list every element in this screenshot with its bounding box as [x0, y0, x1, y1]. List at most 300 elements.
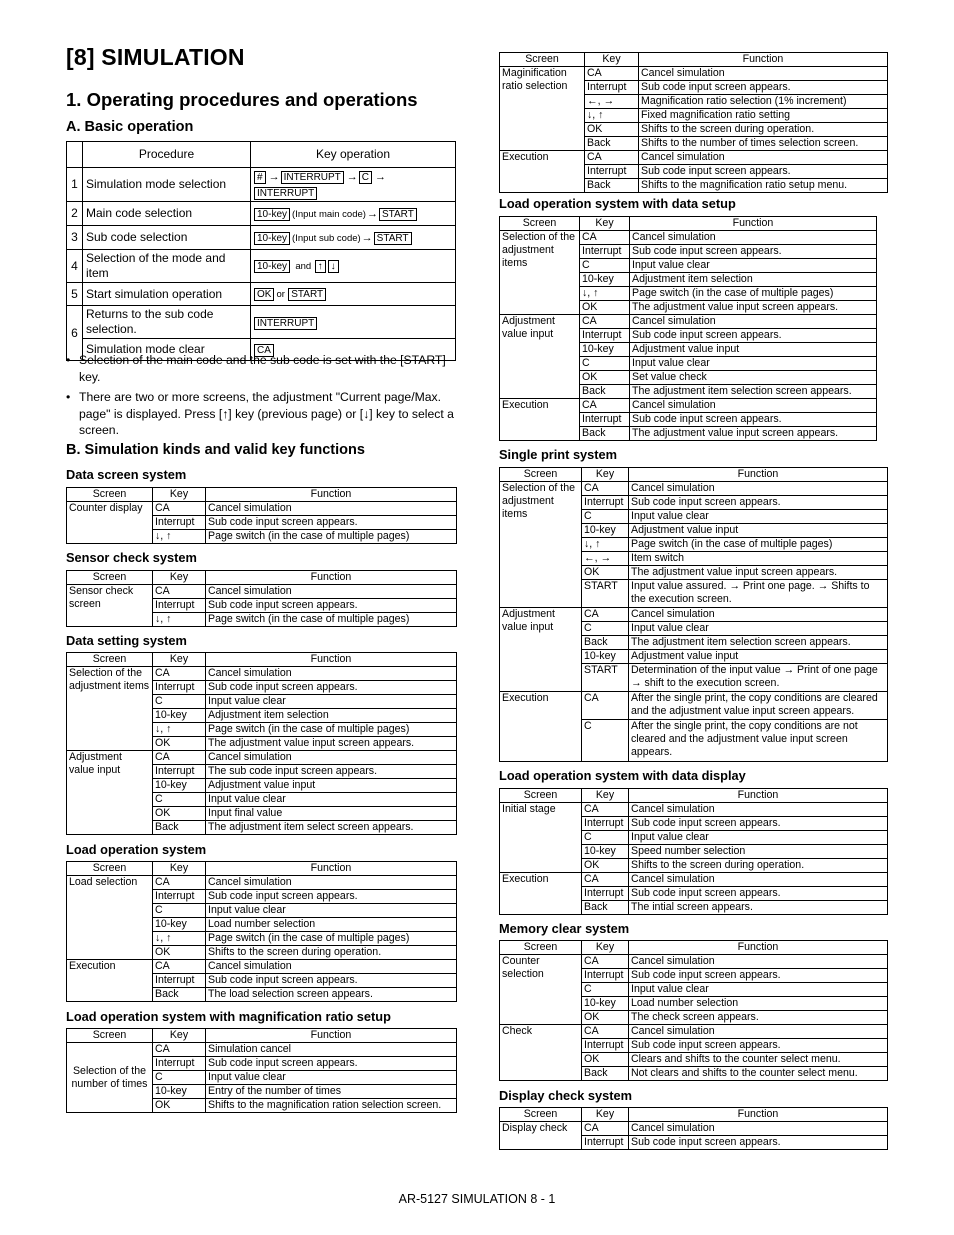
key-cell: CA — [580, 399, 630, 413]
key-cell: CA — [153, 502, 206, 516]
function-cell: Sub code input screen appears. — [206, 974, 457, 988]
key-cell: Back — [580, 427, 630, 441]
function-cell: Page switch (in the case of multiple pages) — [206, 613, 457, 627]
key-cell: OK — [585, 123, 639, 137]
function-cell: Item switch — [629, 552, 888, 566]
function-cell: Sub code input screen appears. — [639, 81, 888, 95]
function-cell: Speed number selection — [629, 845, 888, 859]
function-cell: Shifts to the screen during operation. — [629, 859, 888, 873]
key-cell: C — [582, 831, 629, 845]
function-cell: Sub code input screen appears. — [206, 516, 457, 530]
screen-cell: Execution — [500, 873, 582, 915]
function-cell: Sub code input screen appears. — [629, 496, 888, 510]
screen-header: Screen — [67, 653, 153, 667]
key-operation-cell — [251, 250, 456, 283]
function-header: Function — [206, 571, 457, 585]
ten-key: 10-key — [254, 260, 290, 273]
key-cell: OK — [582, 859, 629, 873]
page-footer: AR-5127 SIMULATION 8 - 1 — [398, 1192, 556, 1206]
key-cell: Back — [153, 821, 206, 835]
key-cell: Interrupt — [582, 817, 629, 831]
key-cell: ↓, ↑ — [153, 723, 206, 737]
function-cell: Page switch (in the case of multiple pages) — [630, 287, 877, 301]
function-cell: Page switch (in the case of multiple pages) — [206, 530, 457, 544]
key-cell: CA — [582, 1025, 629, 1039]
screen-cell: Execution — [500, 692, 582, 762]
data-screen-table — [66, 487, 457, 544]
sensor-check-table — [66, 570, 457, 627]
screen-cell: Selection of the number of times — [67, 1043, 153, 1113]
table-row — [500, 399, 877, 413]
function-table — [66, 570, 457, 627]
key-cell: C — [153, 1071, 206, 1085]
function-header: Function — [629, 1108, 888, 1122]
display-check-title: Display check system — [499, 1088, 633, 1103]
key-cell: OK — [153, 737, 206, 751]
screen-header: Screen — [500, 53, 585, 67]
function-cell: Sub code input screen appears. — [206, 681, 457, 695]
key-cell: Interrupt — [585, 81, 639, 95]
screen-cell: Adjustment value input — [500, 315, 580, 399]
basic-operation-table — [66, 141, 456, 361]
key-cell: Interrupt — [582, 887, 629, 901]
key-cell: CA — [580, 231, 630, 245]
function-header: Function — [206, 488, 457, 502]
function-cell: Sub code input screen appears. — [629, 1136, 888, 1150]
key-cell: Interrupt — [153, 890, 206, 904]
function-cell: Simulation cancel — [206, 1043, 457, 1057]
function-cell: Cancel simulation — [629, 1122, 888, 1136]
key-cell: C — [580, 357, 630, 371]
key-cell: Back — [582, 1067, 629, 1081]
load-operation-title: Load operation system — [66, 842, 207, 857]
function-cell: Cancel simulation — [639, 151, 888, 165]
row-number: 2 — [67, 202, 83, 226]
function-cell: Sub code input screen appears. — [629, 1039, 888, 1053]
key-cell: OK — [153, 946, 206, 960]
key-cell: CA — [580, 315, 630, 329]
function-cell: Magnification ratio selection (1% increment) — [639, 95, 888, 109]
start-key: START — [288, 288, 326, 301]
row-number: 4 — [67, 250, 83, 283]
load-data-display-table — [499, 788, 888, 915]
table-row — [500, 482, 888, 496]
function-cell: The adjustment value input screen appears. — [629, 566, 888, 580]
key-cell: CA — [582, 955, 629, 969]
table-row — [500, 1025, 888, 1039]
screen-cell: Execution — [500, 399, 580, 441]
arrow-icon: → — [361, 231, 373, 244]
note-item: • There are two or more screens, the adjustment "Current page/Max. page" is displayed. Press [↑] key (previous page) or [↓] key to select a screen. — [66, 389, 458, 439]
row-number: 5 — [67, 283, 83, 306]
data-screen-title: Data screen system — [66, 467, 187, 482]
load-operation-table — [66, 861, 457, 1002]
key-cell: Interrupt — [582, 969, 629, 983]
function-cell: Cancel simulation — [206, 876, 457, 890]
key-cell: OK — [582, 566, 629, 580]
key-cell: OK — [580, 301, 630, 315]
single-print-table — [499, 467, 888, 762]
function-cell: Cancel simulation — [630, 315, 877, 329]
function-cell: Set value check — [630, 371, 877, 385]
table-row — [500, 955, 888, 969]
function-header: Function — [206, 653, 457, 667]
function-cell: The check screen appears. — [629, 1011, 888, 1025]
single-print-title: Single print system — [499, 447, 618, 462]
section-title: [8] SIMULATION — [66, 44, 245, 70]
function-cell: Shifts to the magnification ration selection screen. — [206, 1099, 457, 1113]
table-row — [500, 873, 888, 887]
load-magnification-continued-table — [499, 52, 888, 193]
key-cell: CA — [585, 67, 639, 81]
key-cell: Back — [582, 901, 629, 915]
table-row — [67, 751, 457, 765]
function-cell: Sub code input screen appears. — [630, 245, 877, 259]
function-table — [499, 940, 888, 1081]
key-cell: CA — [582, 608, 629, 622]
key-cell: Interrupt — [153, 599, 206, 613]
up-arrow-key: ↑ — [315, 260, 326, 273]
start-key: START — [379, 208, 417, 221]
key-cell: ↓, ↑ — [153, 932, 206, 946]
key-operation-cell — [251, 226, 456, 250]
function-cell: Cancel simulation — [629, 608, 888, 622]
key-operation-cell — [251, 202, 456, 226]
key-cell: ←, → — [585, 95, 639, 109]
table-row — [67, 502, 457, 516]
key-cell: START — [582, 664, 629, 692]
function-cell: Page switch (in the case of multiple pages) — [206, 723, 457, 737]
screen-cell: Execution — [67, 960, 153, 1002]
key-cell: C — [153, 904, 206, 918]
function-cell: The adjustment item select screen appears. — [206, 821, 457, 835]
key-cell: Interrupt — [582, 496, 629, 510]
note-item: • Selection of the main code and the sub code is set with the [START] key. — [66, 352, 458, 385]
c-key: C — [359, 171, 372, 184]
function-cell: Input value clear — [206, 695, 457, 709]
basic-operation-title: A. Basic operation — [66, 119, 194, 135]
interrupt-key: INTERRUPT — [254, 187, 317, 200]
function-cell: Not clears and shifts to the counter select menu. — [629, 1067, 888, 1081]
key-header: Key — [582, 789, 629, 803]
function-cell: Cancel simulation — [629, 482, 888, 496]
data-setting-title: Data setting system — [66, 633, 187, 648]
key-cell: Interrupt — [582, 1039, 629, 1053]
function-header: Function — [629, 941, 888, 955]
function-cell: The load selection screen appears. — [206, 988, 457, 1002]
key-cell: C — [582, 510, 629, 524]
interrupt-key: INTERRUPT — [254, 317, 317, 330]
key-cell: OK — [153, 807, 206, 821]
key-cell: 10-key — [582, 524, 629, 538]
screen-cell: Counter selection — [500, 955, 582, 1025]
key-header: Key — [153, 1029, 206, 1043]
function-cell: Cancel simulation — [629, 803, 888, 817]
screen-cell: Sensor check screen — [67, 585, 153, 627]
key-cell: 10-key — [153, 918, 206, 932]
input-main-code-text: (Input main code) — [292, 208, 366, 220]
key-header: Key — [153, 862, 206, 876]
function-cell: Shifts to the screen during operation. — [639, 123, 888, 137]
key-cell: Interrupt — [153, 516, 206, 530]
table-row — [500, 315, 877, 329]
key-operation-header: Key operation — [251, 142, 456, 168]
key-cell: Interrupt — [585, 165, 639, 179]
notes-list — [66, 352, 458, 443]
key-header: Key — [580, 217, 630, 231]
procedure-cell: Simulation mode clear — [83, 339, 251, 361]
load-data-setup-title: Load operation system with data setup — [499, 196, 736, 211]
function-cell: The intial screen appears. — [629, 901, 888, 915]
table-row — [500, 608, 888, 622]
key-cell: ↓, ↑ — [153, 530, 206, 544]
function-cell: Input value clear — [629, 622, 888, 636]
screen-cell: Selection of the adjustment items — [67, 667, 153, 751]
function-table — [66, 652, 457, 835]
function-cell: After the single print, the copy conditions are not cleared and the adjustment value input screen appears. — [629, 720, 888, 762]
function-cell: Cancel simulation — [630, 231, 877, 245]
function-cell: Adjustment item selection — [630, 273, 877, 287]
function-cell: Shifts to the screen during operation. — [206, 946, 457, 960]
key-cell: Interrupt — [580, 413, 630, 427]
key-cell: Interrupt — [582, 1136, 629, 1150]
key-cell: CA — [582, 482, 629, 496]
function-cell: Input value clear — [630, 259, 877, 273]
function-header: Function — [206, 862, 457, 876]
function-cell: Page switch (in the case of multiple pages) — [206, 932, 457, 946]
key-cell: Interrupt — [153, 974, 206, 988]
function-cell: Sub code input screen appears. — [639, 165, 888, 179]
function-header: Function — [630, 217, 877, 231]
key-header: Key — [585, 53, 639, 67]
table-row — [500, 67, 888, 81]
function-cell: Fixed magnification ratio setting — [639, 109, 888, 123]
key-cell: CA — [153, 667, 206, 681]
screen-cell: Adjustment value input — [67, 751, 153, 835]
screen-cell: Adjustment value input — [500, 608, 582, 692]
key-header: Key — [582, 941, 629, 955]
screen-header: Screen — [67, 1029, 153, 1043]
procedure-cell: Returns to the sub code selection. — [83, 306, 251, 339]
key-cell: C — [582, 622, 629, 636]
function-cell: Adjustment value input — [630, 343, 877, 357]
screen-header: Screen — [500, 217, 580, 231]
table-row — [67, 1043, 457, 1057]
row-number: 1 — [67, 168, 83, 202]
key-cell: 10-key — [580, 343, 630, 357]
function-cell: Input value clear — [206, 904, 457, 918]
ten-key: 10-key — [254, 208, 290, 221]
display-check-table — [499, 1107, 888, 1150]
key-cell: Interrupt — [153, 1057, 206, 1071]
key-cell: Back — [585, 179, 639, 193]
procedure-cell: Main code selection — [83, 202, 251, 226]
table-row — [500, 1122, 888, 1136]
ok-key: OK — [254, 288, 274, 301]
key-header: Key — [582, 1108, 629, 1122]
screen-header: Screen — [67, 488, 153, 502]
key-cell: CA — [582, 1122, 629, 1136]
function-cell: Adjustment value input — [206, 779, 457, 793]
function-table — [499, 52, 888, 193]
function-cell: After the single print, the copy conditions are cleared and the adjustment value input screen appears. — [629, 692, 888, 720]
table-row — [500, 231, 877, 245]
function-cell: The adjustment value input screen appears. — [206, 737, 457, 751]
screen-cell: Counter display — [67, 502, 153, 544]
key-cell: Back — [582, 636, 629, 650]
table-row — [67, 585, 457, 599]
function-cell: Sub code input screen appears. — [630, 413, 877, 427]
function-cell: Cancel simulation — [629, 955, 888, 969]
key-cell: C — [580, 259, 630, 273]
key-operation-cell — [251, 283, 456, 306]
screen-cell: Check — [500, 1025, 582, 1081]
key-cell: Back — [580, 385, 630, 399]
function-cell: Sub code input screen appears. — [206, 1057, 457, 1071]
function-table — [66, 861, 457, 1002]
key-cell: Interrupt — [153, 765, 206, 779]
arrow-icon: → — [366, 207, 378, 220]
function-cell: Input value clear — [629, 510, 888, 524]
function-cell: Input value clear — [206, 1071, 457, 1085]
screen-cell: Display check — [500, 1122, 582, 1150]
function-table — [499, 467, 888, 762]
key-cell: ←, → — [582, 552, 629, 566]
sensor-check-title: Sensor check system — [66, 550, 197, 565]
key-cell: Interrupt — [580, 245, 630, 259]
screen-header: Screen — [67, 862, 153, 876]
key-cell: Interrupt — [153, 681, 206, 695]
function-cell: Cancel simulation — [206, 502, 457, 516]
function-cell: Adjustment value input — [629, 524, 888, 538]
function-cell: Adjustment item selection — [206, 709, 457, 723]
table-row — [67, 667, 457, 681]
input-sub-code-text: (Input sub code) — [292, 232, 361, 244]
function-cell: The sub code input screen appears. — [206, 765, 457, 779]
key-operation-cell — [251, 306, 456, 339]
key-cell: OK — [582, 1053, 629, 1067]
key-cell: CA — [582, 692, 629, 720]
function-table — [66, 487, 457, 544]
interrupt-key: INTERRUPT — [281, 171, 344, 184]
procedure-cell: Selection of the mode and item — [83, 250, 251, 283]
arrow-icon: → — [346, 171, 358, 183]
ca-key: CA — [254, 344, 274, 357]
function-header: Function — [629, 789, 888, 803]
load-magnification-title: Load operation system with magnification ratio setup — [66, 1009, 391, 1024]
key-cell: Back — [585, 137, 639, 151]
function-cell: Cancel simulation — [206, 751, 457, 765]
function-cell: Cancel simulation — [206, 960, 457, 974]
key-cell: OK — [153, 1099, 206, 1113]
key-cell: 10-key — [582, 997, 629, 1011]
key-cell: C — [582, 983, 629, 997]
function-cell: Input value assured. → Print one page. → Shifts to the execution screen. — [629, 580, 888, 608]
key-cell: CA — [153, 960, 206, 974]
key-cell: CA — [582, 873, 629, 887]
key-cell: C — [153, 793, 206, 807]
memory-clear-table — [499, 940, 888, 1081]
function-cell: Shifts to the number of times selection screen. — [639, 137, 888, 151]
function-cell: Cancel simulation — [206, 667, 457, 681]
row-number: 6 — [67, 306, 83, 361]
key-cell: CA — [153, 1043, 206, 1057]
function-header: Function — [639, 53, 888, 67]
ten-key: 10-key — [254, 232, 290, 245]
screen-cell: Load selection — [67, 876, 153, 960]
table-row — [500, 803, 888, 817]
arrow-icon: → — [375, 171, 387, 183]
table-row — [67, 876, 457, 890]
function-cell: Sub code input screen appears. — [206, 890, 457, 904]
screen-cell: Maginification ratio selection — [500, 67, 585, 151]
function-cell: The adjustment item selection screen appears. — [630, 385, 877, 399]
function-cell: Cancel simulation — [630, 399, 877, 413]
function-cell: Input value clear — [630, 357, 877, 371]
key-cell: 10-key — [580, 273, 630, 287]
table-row — [500, 151, 888, 165]
function-table — [499, 216, 877, 441]
key-header: Key — [153, 571, 206, 585]
header-spacer — [67, 142, 83, 168]
load-magnification-table — [66, 1028, 457, 1113]
screen-header: Screen — [500, 1108, 582, 1122]
subsection-title: 1. Operating procedures and operations — [66, 89, 418, 110]
function-cell: Input value clear — [206, 793, 457, 807]
procedure-header: Procedure — [83, 142, 251, 168]
data-setting-table — [66, 652, 457, 835]
key-cell: 10-key — [153, 709, 206, 723]
function-cell: Sub code input screen appears. — [206, 599, 457, 613]
key-cell: ↓, ↑ — [153, 613, 206, 627]
table-row — [500, 692, 888, 720]
key-cell: OK — [582, 1011, 629, 1025]
key-cell: CA — [153, 751, 206, 765]
key-cell: 10-key — [153, 779, 206, 793]
hash-key: # — [254, 171, 266, 184]
key-cell: Back — [153, 988, 206, 1002]
key-cell: C — [153, 695, 206, 709]
screen-header: Screen — [67, 571, 153, 585]
screen-cell: Execution — [500, 151, 585, 193]
screen-cell: Initial stage — [500, 803, 582, 873]
key-cell: ↓, ↑ — [585, 109, 639, 123]
key-header: Key — [153, 488, 206, 502]
key-cell: CA — [153, 876, 206, 890]
function-cell: Adjustment value input — [629, 650, 888, 664]
key-cell: C — [582, 720, 629, 762]
function-table — [499, 1107, 888, 1150]
function-cell: Clears and shifts to the counter select menu. — [629, 1053, 888, 1067]
function-cell: Sub code input screen appears. — [629, 817, 888, 831]
screen-cell: Selection of the adjustment items — [500, 231, 580, 315]
function-cell: The adjustment value input screen appears. — [630, 427, 877, 441]
function-cell: Entry of the number of times — [206, 1085, 457, 1099]
function-cell: Determination of the input value → Print of one page → shift to the execution screen. — [629, 664, 888, 692]
screen-cell: Selection of the adjustment items — [500, 482, 582, 608]
function-cell: Load number selection — [206, 918, 457, 932]
key-cell: CA — [153, 585, 206, 599]
key-header: Key — [153, 653, 206, 667]
function-cell: Input value clear — [629, 983, 888, 997]
row-number: 3 — [67, 226, 83, 250]
key-cell: START — [582, 580, 629, 608]
key-cell: Interrupt — [580, 329, 630, 343]
key-cell: CA — [582, 803, 629, 817]
key-cell: 10-key — [582, 845, 629, 859]
load-data-setup-table — [499, 216, 877, 441]
procedure-cell: Simulation mode selection — [83, 168, 251, 202]
